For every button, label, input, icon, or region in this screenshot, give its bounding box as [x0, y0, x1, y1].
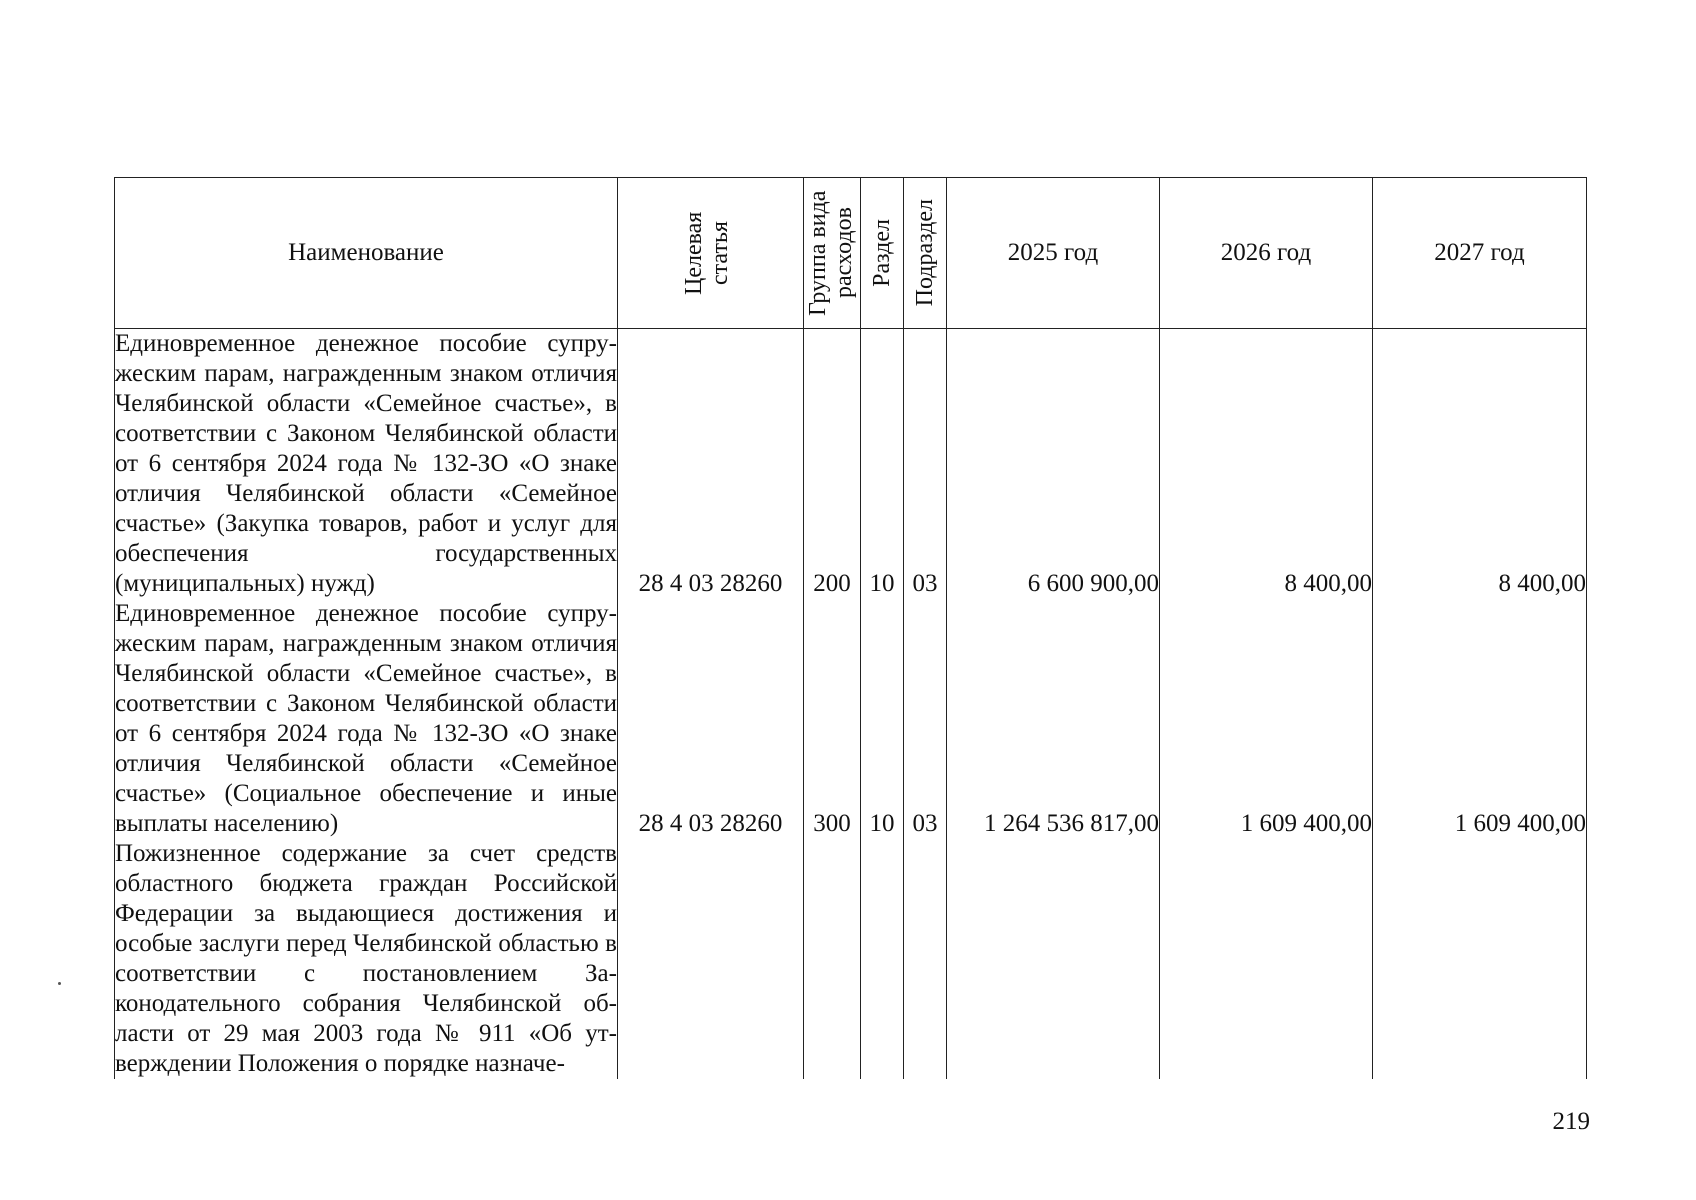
header-year-2026 [1160, 178, 1373, 329]
header-section-label: Раздел [869, 219, 895, 287]
row-amount-2027: 8 400,00 [1373, 329, 1587, 600]
header-code [618, 178, 804, 329]
row-code: 28 4 03 28260 [618, 329, 804, 600]
row-code: 28 4 03 28260 [618, 599, 804, 839]
table-row [115, 599, 1587, 839]
row-amount-2025: 1 264 536 817,00 [947, 599, 1160, 839]
row-section: 10 [861, 329, 904, 600]
row-amount-2027 [1373, 839, 1587, 1079]
row-section [861, 839, 904, 1079]
header-group [804, 178, 861, 329]
row-subsection [904, 839, 947, 1079]
row-amount-2025: 6 600 900,00 [947, 329, 1160, 600]
header-year-2025-label: 2025 год [1007, 239, 1099, 266]
row-subsection: 03 [904, 599, 947, 839]
budget-table [114, 177, 1587, 1079]
row-amount-2026 [1160, 839, 1373, 1079]
table-row [115, 329, 1587, 600]
row-amount-2026: 1 609 400,00 [1160, 599, 1373, 839]
row-name: Пожизненное содержание за счет средств областного бюджета граждан Российской Федерации за выдающиеся достижения и особые заслуги перед Челябинской областью в соответствии с постановлением Законодательного собрания Челябинской области от 29 мая 2003 года № 911 «Об утверждении Положения о порядке назначе- [115, 840, 617, 1077]
header-year-2027-label: 2027 год [1434, 239, 1525, 266]
header-name [115, 178, 618, 329]
scan-speck [58, 982, 61, 985]
header-year-2026-label: 2026 год [1220, 239, 1312, 266]
row-subsection: 03 [904, 329, 947, 600]
row-amount-2026: 8 400,00 [1160, 329, 1373, 600]
header-section [861, 178, 904, 329]
header-year-2025 [947, 178, 1160, 329]
row-amount-2025 [947, 839, 1160, 1079]
header-group-label: Группа вида расходов [805, 190, 857, 316]
table-row [115, 839, 1587, 1079]
header-code-label: Целевая статья [680, 211, 733, 295]
header-year-2027 [1373, 178, 1587, 329]
row-group [804, 839, 861, 1079]
row-amount-2027: 1 609 400,00 [1373, 599, 1587, 839]
header-subsection [904, 178, 947, 329]
header-subsection-label: Подраздел [912, 199, 938, 307]
header-name-label: Наименование [288, 239, 444, 266]
row-group: 200 [804, 329, 861, 600]
row-section: 10 [861, 599, 904, 839]
table-header-row [115, 178, 1587, 329]
row-code [618, 839, 804, 1079]
row-name: Единовременное денежное пособие супружеским парам, награжденным знаком отличия Челябинской области «Семейное счастье», в соответствии с Законом Челябинской области от 6 сентября 2024 года № 132-ЗО «О знаке отличия Челябинской области «Семейное счастье» (Социальное обеспечение и иные выплаты населению) [115, 600, 617, 837]
row-name: Единовременное денежное пособие супружеским парам, награжденным знаком отличия Челябинской области «Семейное счастье», в соответствии с Законом Челябинской области от 6 сентября 2024 года № 132-ЗО «О знаке отличия Челябинской области «Семейное счастье» (Закупка товаров, работ и услуг для обеспечения государственных (муниципальных) нужд) [115, 330, 617, 597]
page-number: 219 [1552, 1108, 1590, 1135]
row-group: 300 [804, 599, 861, 839]
